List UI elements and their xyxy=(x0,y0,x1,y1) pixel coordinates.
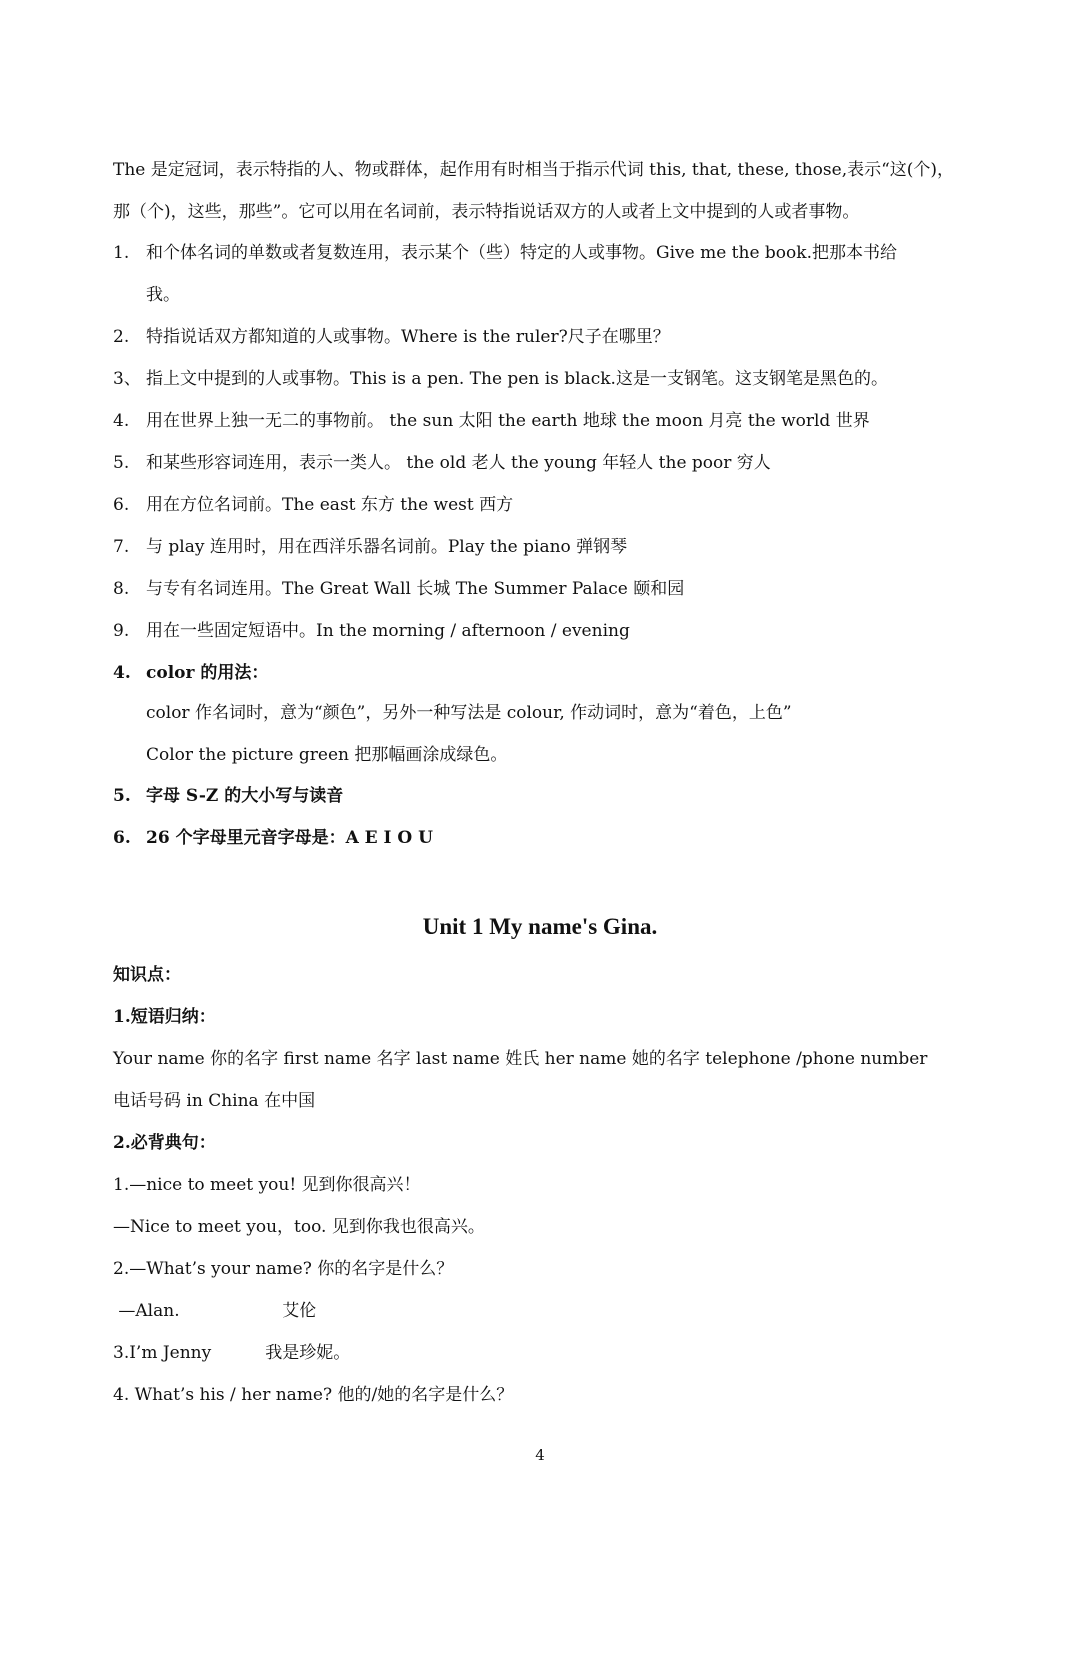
sentence-line: 3.I’m Jenny 我是珍妮。 xyxy=(113,1343,351,1363)
section-heading: 字母 S-Z 的大小写与读音 xyxy=(146,786,344,806)
section-number: 6. xyxy=(113,828,131,848)
sentence-line: 2.—What’s your name? 你的名字是什么？ xyxy=(113,1259,454,1279)
usage-text: 指上文中提到的人或事物。This is a pen. The pen is black.这是一支钢笔。这支钢笔是黑色的。 xyxy=(146,369,888,389)
usage-text: 和个体名词的单数或者复数连用，表示某个（些）特定的人或事物。Give me the book.把那本书给 xyxy=(146,243,897,263)
intro-line-1: The 是定冠词，表示特指的人、物或群体，起作用有时相当于指示代词 this, that, these, those,表示“这(个)， xyxy=(113,160,955,180)
usage-number: 5. xyxy=(113,453,130,473)
usage-text: 特指说话双方都知道的人或事物。Where is the ruler?尺子在哪里？ xyxy=(146,327,670,347)
usage-item-1 xyxy=(113,241,897,265)
phrases-line-1: Your name 你的名字 first name 名字 last name 姓氏 her name 她的名字 telephone /phone number xyxy=(113,1049,928,1069)
section-number: 5. xyxy=(113,786,131,806)
color-heading xyxy=(113,661,268,685)
sentence-line: 1.—nice to meet you! 见到你很高兴！ xyxy=(113,1175,421,1195)
section-number: 4. xyxy=(113,663,131,683)
vowels-heading xyxy=(113,826,433,850)
usage-item-8 xyxy=(113,577,684,601)
usage-text: 和某些形容词连用，表示一类人。 the old 老人 the young 年轻人 the poor 穷人 xyxy=(146,453,771,473)
usage-item-2 xyxy=(113,325,670,349)
usage-item-5 xyxy=(113,451,771,475)
usage-item-7 xyxy=(113,535,627,559)
usage-text: 用在世界上独一无二的事物前。 the sun 太阳 the earth 地球 the moon 月亮 the world 世界 xyxy=(146,411,870,431)
sentence-line: —Alan. 艾伦 xyxy=(113,1301,317,1321)
section-heading: 26 个字母里元音字母是：A E I O U xyxy=(146,828,433,848)
color-line-1: color 作名词时，意为“颜色”，另外一种写法是 colour, 作动词时，意为“着色，上色” xyxy=(146,703,792,723)
sentences-heading: 2.必背典句： xyxy=(113,1133,216,1153)
usage-number: 7. xyxy=(113,537,130,557)
usage-number: 8. xyxy=(113,579,130,599)
usage-number: 4. xyxy=(113,411,130,431)
usage-number: 3、 xyxy=(113,369,141,389)
usage-number: 6. xyxy=(113,495,130,515)
color-line-2: Color the picture green 把那幅画涂成绿色。 xyxy=(146,745,508,765)
usage-number: 9. xyxy=(113,621,130,641)
usage-item-4 xyxy=(113,409,870,433)
phrases-heading: 1.短语归纳： xyxy=(113,1007,216,1027)
usage-number: 2. xyxy=(113,327,130,347)
sentence-line: 4. What’s his / her name? 他的/她的名字是什么？ xyxy=(113,1385,514,1405)
sentence-line: —Nice to meet you，too. 见到你我也很高兴。 xyxy=(113,1217,485,1237)
knowledge-label: 知识点： xyxy=(113,965,181,985)
usage-text: 我。 xyxy=(146,285,180,305)
usage-item-9 xyxy=(113,619,630,643)
usage-item-6 xyxy=(113,493,513,517)
section-heading: color 的用法： xyxy=(146,663,269,683)
usage-text: 用在方位名词前。The east 东方 the west 西方 xyxy=(146,495,514,515)
usage-item-1-cont xyxy=(113,283,180,307)
usage-text: 与 play 连用时，用在西洋乐器名词前。Play the piano 弹钢琴 xyxy=(146,537,628,557)
intro-line-2: 那（个)，这些，那些”。它可以用在名词前，表示特指说话双方的人或者上文中提到的人或者事物。 xyxy=(113,202,860,222)
usage-text: 与专有名词连用。The Great Wall 长城 The Summer Palace 颐和园 xyxy=(146,579,685,599)
usage-text: 用在一些固定短语中。In the morning / afternoon / evening xyxy=(146,621,630,641)
phrases-line-2: 电话号码 in China 在中国 xyxy=(113,1091,316,1111)
unit-title: Unit 1 My name's Gina. xyxy=(422,914,658,939)
usage-number: 1. xyxy=(113,243,130,263)
usage-item-3 xyxy=(113,367,888,391)
page-number: 4 xyxy=(535,1446,545,1464)
letters-heading xyxy=(113,784,343,808)
